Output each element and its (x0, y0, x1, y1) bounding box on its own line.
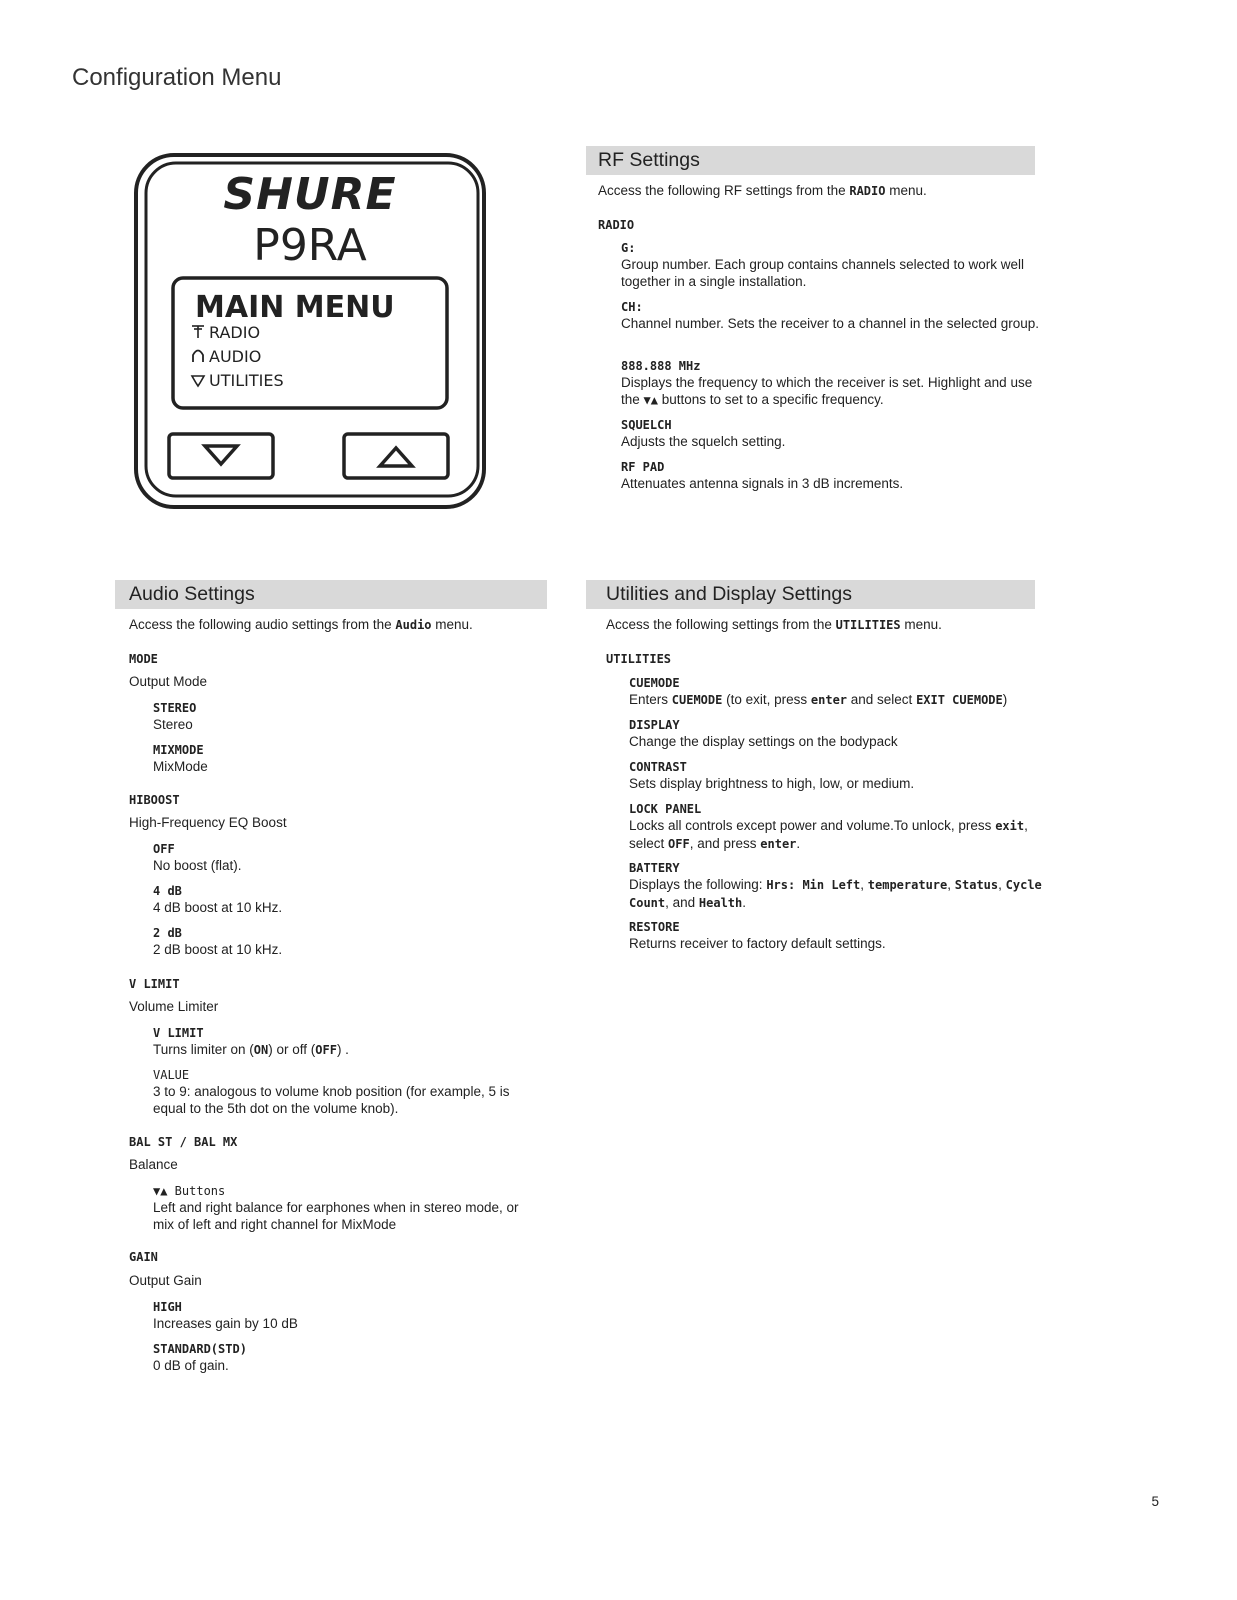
down-button (169, 434, 273, 478)
menu-item-utilities: UTILITIES (209, 371, 284, 390)
up-button (344, 434, 448, 478)
audio-intro: Access the following audio settings from the Audio menu. (129, 617, 473, 632)
audio-group-label-hiboost: HIBOOST (129, 793, 180, 807)
audio-group-title-vlimit: Volume Limiter (129, 999, 219, 1014)
rf-item-channel: CH: Channel number. Sets the receiver to a channel in the selected group. (621, 300, 1040, 331)
rf-group-label: RADIO (598, 218, 635, 232)
rf-item-group: G: Group number. Each group contains channels selected to work well together in a single installation. (621, 241, 1024, 289)
antenna-icon (192, 326, 204, 338)
audio-group-title-gain: Output Gain (129, 1273, 202, 1288)
menu-item-audio: AUDIO (209, 347, 262, 366)
audio-item-balance-buttons: ▼▲ Buttons Left and right balance for earphones when in stereo mode, or mix of left and right channel for MixMode (153, 1184, 519, 1232)
utilities-item-display: DISPLAY Change the display settings on the bodypack (629, 718, 898, 749)
rf-settings-heading: RF Settings (586, 146, 1035, 175)
device-illustration (133, 152, 488, 512)
audio-group-title-hiboost: High-Frequency EQ Boost (129, 815, 287, 830)
menu-item-radio: RADIO (209, 323, 261, 342)
utilities-group-label: UTILITIES (606, 652, 672, 666)
rf-item-frequency: 888.888 MHz Displays the frequency to which the receiver is set. Highlight and use the ▼▲ buttons to set to a specific frequency. (621, 359, 1033, 407)
up-arrow-icon (380, 448, 412, 466)
audio-item-high: HIGH Increases gain by 10 dB (153, 1300, 298, 1331)
utilities-intro: Access the following settings from the UTILITIES menu. (606, 617, 942, 632)
audio-item-standard: STANDARD(STD) 0 dB of gain. (153, 1342, 247, 1373)
utilities-item-restore: RESTORE Returns receiver to factory default settings. (629, 920, 886, 951)
model-name: P9RA (253, 220, 367, 271)
menu-title: MAIN MENU (195, 290, 395, 325)
audio-group-label-mode: MODE (129, 652, 158, 666)
audio-group-title-balance: Balance (129, 1157, 178, 1172)
utilities-icon (192, 376, 204, 386)
headphones-icon (193, 351, 203, 363)
rf-intro: Access the following RF settings from the RADIO menu. (598, 183, 927, 198)
utilities-item-cuemode: CUEMODE Enters CUEMODE (to exit, press enter and select EXIT CUEMODE) (629, 676, 1008, 707)
audio-item-stereo: STEREO Stereo (153, 701, 197, 732)
rf-item-rf-pad: RF PAD Attenuates antenna signals in 3 dB increments. (621, 460, 904, 491)
audio-group-label-gain: GAIN (129, 1250, 158, 1264)
audio-group-label-vlimit: V LIMIT (129, 977, 180, 991)
audio-item-4db: 4 dB 4 dB boost at 10 kHz. (153, 884, 283, 915)
audio-item-off: OFF No boost (flat). (153, 842, 242, 873)
page-title: Configuration Menu (72, 64, 282, 91)
rf-item-squelch: SQUELCH Adjusts the squelch setting. (621, 418, 786, 449)
audio-group-title-mode: Output Mode (129, 674, 208, 689)
utilities-item-lock-panel: LOCK PANEL Locks all controls except power and volume.To unlock, press exit, select OFF, and press enter. (629, 802, 1028, 851)
audio-item-value: VALUE 3 to 9: analogous to volume knob position (for example, 5 is equal to the 5th dot on the volume knob). (153, 1068, 510, 1116)
audio-group-label-balance: BAL ST / BAL MX (129, 1135, 238, 1149)
utilities-item-contrast: CONTRAST Sets display brightness to high, low, or medium. (629, 760, 915, 791)
utilities-item-battery: BATTERY Displays the following: Hrs: Min Left, temperature, Status, Cycle Count, and Health. (629, 861, 1042, 910)
audio-item-2db: 2 dB 2 dB boost at 10 kHz. (153, 926, 283, 957)
utilities-settings-heading: Utilities and Display Settings (586, 580, 1035, 609)
audio-item-mixmode: MIXMODE MixMode (153, 743, 208, 774)
page-number: 5 (1151, 1494, 1159, 1509)
brand-logo: SHURE (223, 169, 397, 220)
audio-item-vlimit: V LIMIT Turns limiter on (ON) or off (OFF) . (153, 1026, 349, 1057)
down-arrow-icon (205, 446, 237, 464)
audio-settings-heading: Audio Settings (115, 580, 547, 609)
